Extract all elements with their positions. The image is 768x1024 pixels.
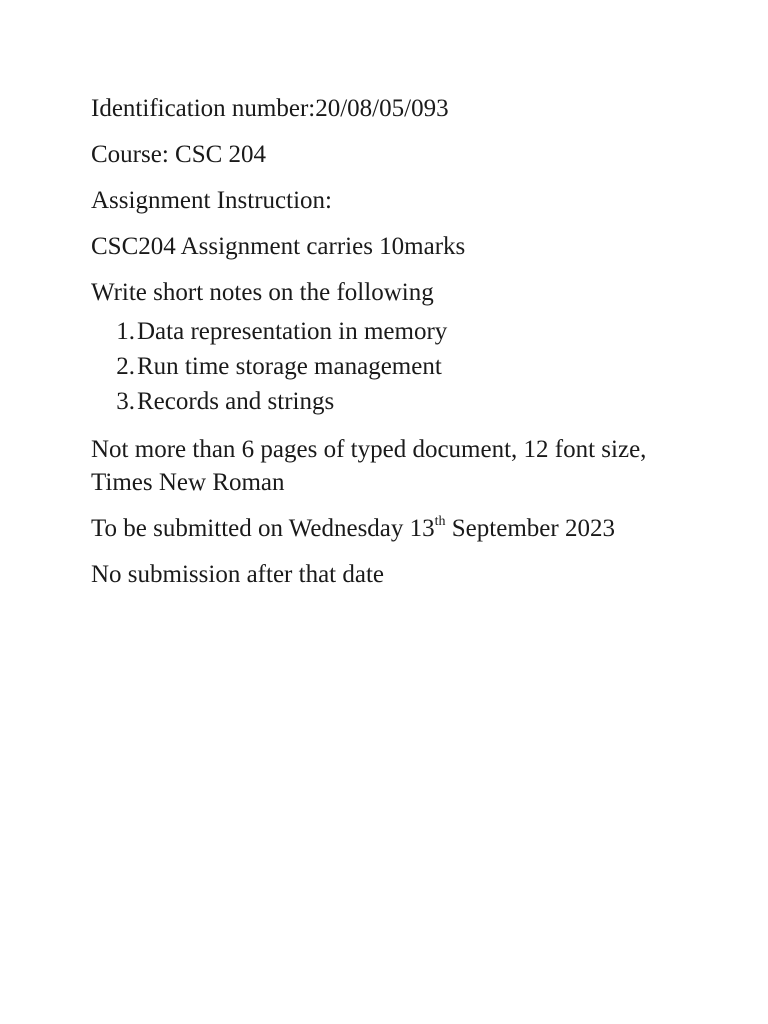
format-requirements: Not more than 6 pages of typed document, 12 font size, Times New Roman [91,436,647,496]
list-item-text: Data representation in memory [137,318,448,345]
submission-date [91,512,711,545]
submission-ordinal: th [434,514,446,529]
list-item-number: 3. [116,388,135,415]
document-body [91,92,711,604]
instruction-heading: Assignment Instruction: [91,187,332,214]
list-item [91,315,711,350]
list-item [91,350,711,385]
list-item-text: Records and strings [137,388,335,415]
marks-line: CSC204 Assignment carries 10marks [91,233,466,260]
course-line: Course: CSC 204 [91,141,267,168]
list-item-number: 1. [116,318,135,345]
list-item [91,385,711,420]
notes-intro: Write short notes on the following [91,279,434,306]
list-item-number: 2. [116,353,135,380]
submission-suffix: September 2023 [445,515,615,542]
deadline-note: No submission after that date [91,561,384,588]
identification-number: Identification number:20/08/05/093 [91,95,449,122]
submission-prefix: To be submitted on Wednesday 13 [91,515,435,542]
topics-list [91,315,711,420]
list-item-text: Run time storage management [137,353,442,380]
